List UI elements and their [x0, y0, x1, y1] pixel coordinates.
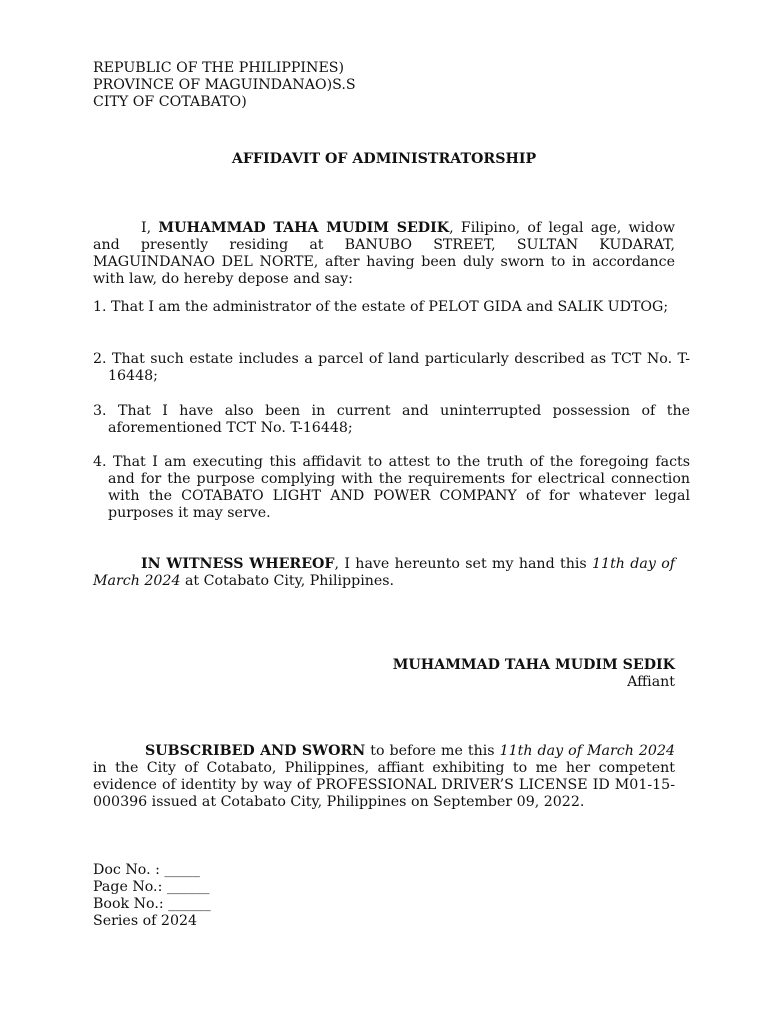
- witness-date: 11th day of March 2024: [93, 556, 675, 589]
- list-item-3: 3. That I have also been in current and uninterrupted possession of the aforementioned TCT No. T-16448;: [93, 403, 690, 436]
- intro-pre: I,: [141, 220, 159, 236]
- intro-rest: , Filipino, of legal age, widow and presently residing at BANUBO STREET, SULTAN KUDARAT, MAGUINDANAO DEL NORTE, after having been duly sworn to in accordance with law, do hereby depose and say:: [93, 220, 676, 287]
- notarial-register: [93, 862, 675, 930]
- affiant-name-inline: MUHAMMAD TAHA MUDIM SEDIK: [158, 220, 450, 236]
- venue-line-republic: REPUBLIC OF THE PHILIPPINES): [93, 60, 345, 76]
- signature-block: [93, 657, 675, 691]
- jurat-date: 11th day of March 2024: [499, 743, 675, 759]
- venue-header: [93, 60, 675, 111]
- venue-line-city: CITY OF COTABATO): [93, 94, 247, 110]
- witness-mid: , I have hereunto set my hand this: [334, 556, 593, 572]
- venue-line-province: PROVINCE OF MAGUINDANAO)S.S: [93, 77, 356, 93]
- signature-name: MUHAMMAD TAHA MUDIM SEDIK: [392, 657, 675, 673]
- document-title: AFFIDAVIT OF ADMINISTRATORSHIP: [231, 151, 537, 167]
- jurat-paragraph: [93, 743, 675, 811]
- series-year: Series of 2024: [93, 913, 198, 929]
- jurat-rest: in the City of Cotabato, Philippines, affiant exhibiting to me her competent evidence of identity by way of PROFESSIONAL DRIVER’S LICENSE ID M01-15-000396 issued at Cotabato City, Philippines on September 09, 2022.: [93, 760, 675, 810]
- witness-end: at Cotabato City, Philippines.: [180, 573, 395, 589]
- witness-lead: IN WITNESS WHEREOF: [141, 556, 335, 572]
- book-number: Book No.: ______: [93, 896, 211, 912]
- signature-role: Affiant: [627, 674, 675, 690]
- page-number: Page No.: ______: [93, 879, 210, 895]
- intro-paragraph: [93, 220, 675, 288]
- list-item-1: 1. That I am the administrator of the estate of PELOT GIDA and SALIK UDTOG;: [93, 299, 669, 315]
- jurat-lead: SUBSCRIBED AND SWORN: [145, 743, 366, 759]
- list-item-2: 2. That such estate includes a parcel of land particularly described as TCT No. T-16448;: [93, 351, 690, 384]
- list-item-4: 4. That I am executing this affidavit to attest to the truth of the foregoing facts and for the purpose complying with the requirements for electrical connection with the COTABATO LIGHT AND POWER COMPANY of for whatever legal purposes it may serve.: [93, 454, 690, 521]
- witness-paragraph: [93, 556, 675, 590]
- jurat-mid: to before me this: [365, 743, 500, 759]
- doc-number: Doc No. : _____: [93, 862, 200, 878]
